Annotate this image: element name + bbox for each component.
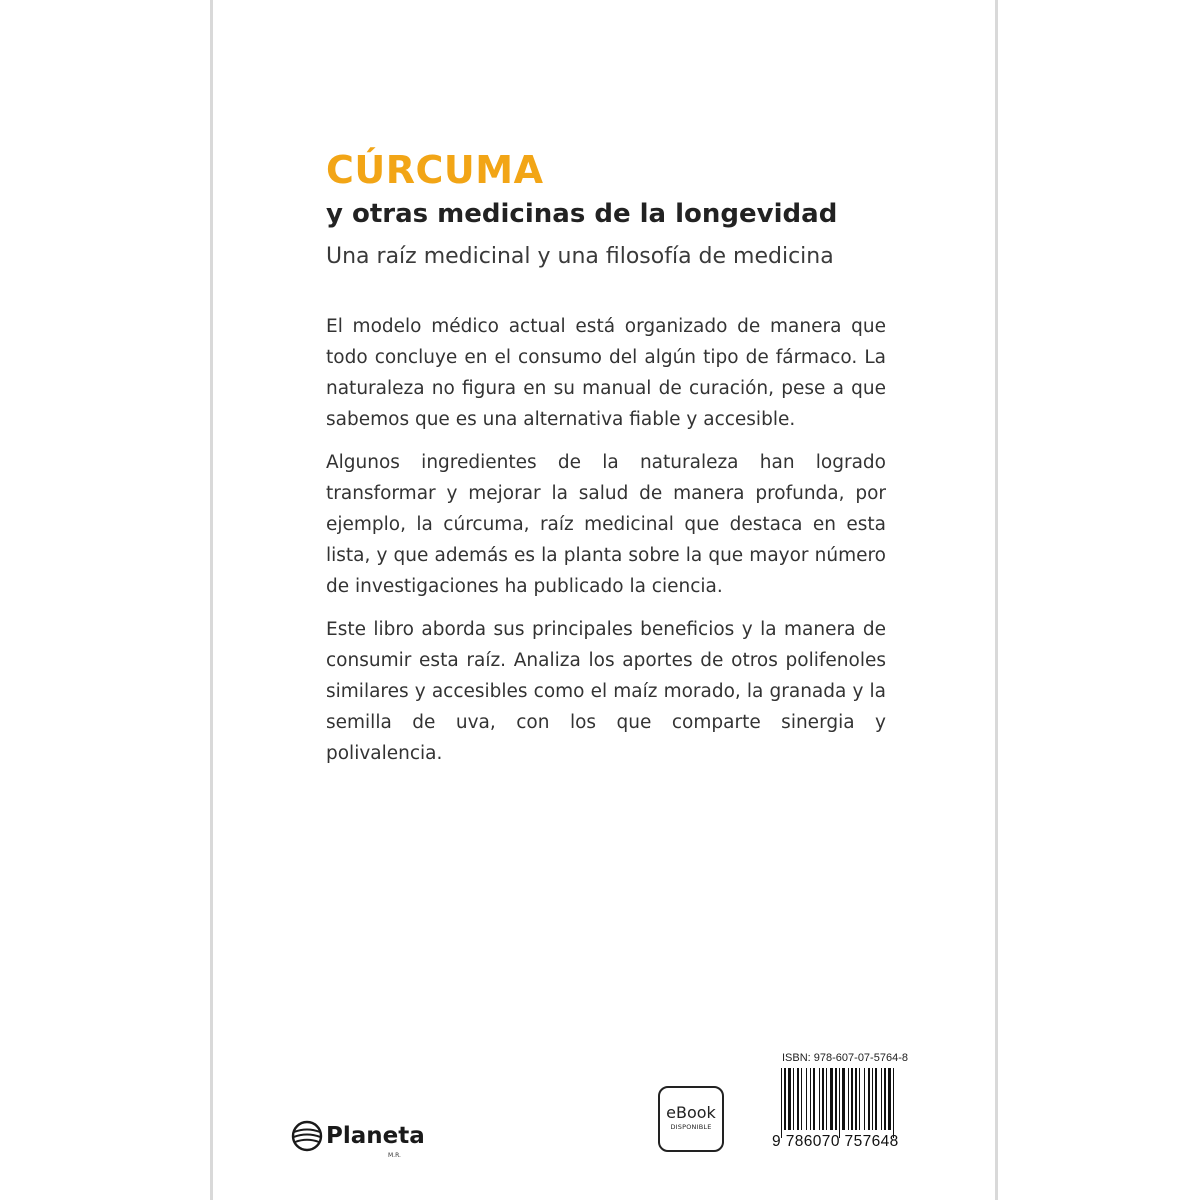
ebook-availability: DISPONIBLE	[670, 1123, 712, 1131]
barcode-bar	[868, 1068, 870, 1130]
barcode-bar	[806, 1068, 807, 1130]
barcode-bar	[839, 1068, 840, 1138]
barcode-bar	[884, 1068, 886, 1130]
barcode-bar	[822, 1068, 824, 1130]
barcode-bar	[864, 1068, 865, 1130]
blurb-paragraph-2: Algunos ingredientes de la naturaleza han logrado transformar y mejorar la salud de manera profunda, por ejemplo, la cúrcuma, raíz medicinal que destaca en esta lista, y que además es la planta sobre la que mayor número de investigaciones ha publicado la ciencia.	[326, 452, 886, 597]
barcode-bar	[801, 1068, 802, 1130]
barcode-bar	[826, 1068, 827, 1130]
publisher-name: Planeta	[326, 1123, 425, 1149]
book-title: CÚRCUMA	[326, 148, 544, 192]
blurb-paragraph-1: El modelo médico actual está organizado de manera que todo concluye en el consumo del algún tipo de fármaco. La naturaleza no figura en su manual de curación, pese a que sabemos que es una alternativa fiable y accesible.	[326, 316, 886, 430]
ebook-label: eBook	[666, 1103, 716, 1122]
barcode-bar	[797, 1068, 799, 1130]
ebook-badge	[658, 1086, 724, 1152]
barcode-bar	[848, 1068, 849, 1130]
barcode-bar	[830, 1068, 833, 1130]
barcode-bar	[835, 1068, 837, 1130]
barcode-bar	[859, 1068, 860, 1130]
barcode-bar	[784, 1068, 786, 1130]
barcode-bar	[781, 1068, 782, 1138]
barcode-bar	[793, 1068, 794, 1130]
barcode-bar	[819, 1068, 820, 1130]
book-tagline: Una raíz medicinal y una filosofía de medicina	[326, 244, 834, 269]
publisher-logo	[291, 1120, 425, 1159]
planeta-globe-icon	[291, 1120, 323, 1152]
barcode-digits: 9 786070 757648	[772, 1133, 899, 1150]
isbn-label: ISBN: 978-607-07-5764-8	[782, 1052, 908, 1064]
barcode-bar	[851, 1068, 853, 1130]
book-subtitle: y otras medicinas de la longevidad	[326, 199, 838, 229]
barcode-bar	[842, 1068, 845, 1130]
barcode-bar	[875, 1068, 877, 1130]
blurb	[326, 311, 886, 781]
barcode-bar	[893, 1068, 894, 1138]
barcode-bar	[881, 1068, 882, 1130]
blurb-paragraph-3: Este libro aborda sus principales beneficios y la manera de consumir esta raíz. Analiza los aportes de otros polifenoles similares y accesibles como el maíz morado, la granada y la semilla de uva, con los que comparte sinergia y polivalencia.	[326, 619, 886, 764]
trademark-mark: M.R.	[388, 1152, 401, 1159]
barcode-bar	[813, 1068, 815, 1130]
barcode-bar	[888, 1068, 891, 1130]
barcode-bar	[810, 1068, 811, 1130]
barcode-bar	[855, 1068, 857, 1130]
barcode-bar	[788, 1068, 791, 1130]
barcode-icon	[780, 1068, 912, 1138]
barcode-bar	[872, 1068, 873, 1130]
